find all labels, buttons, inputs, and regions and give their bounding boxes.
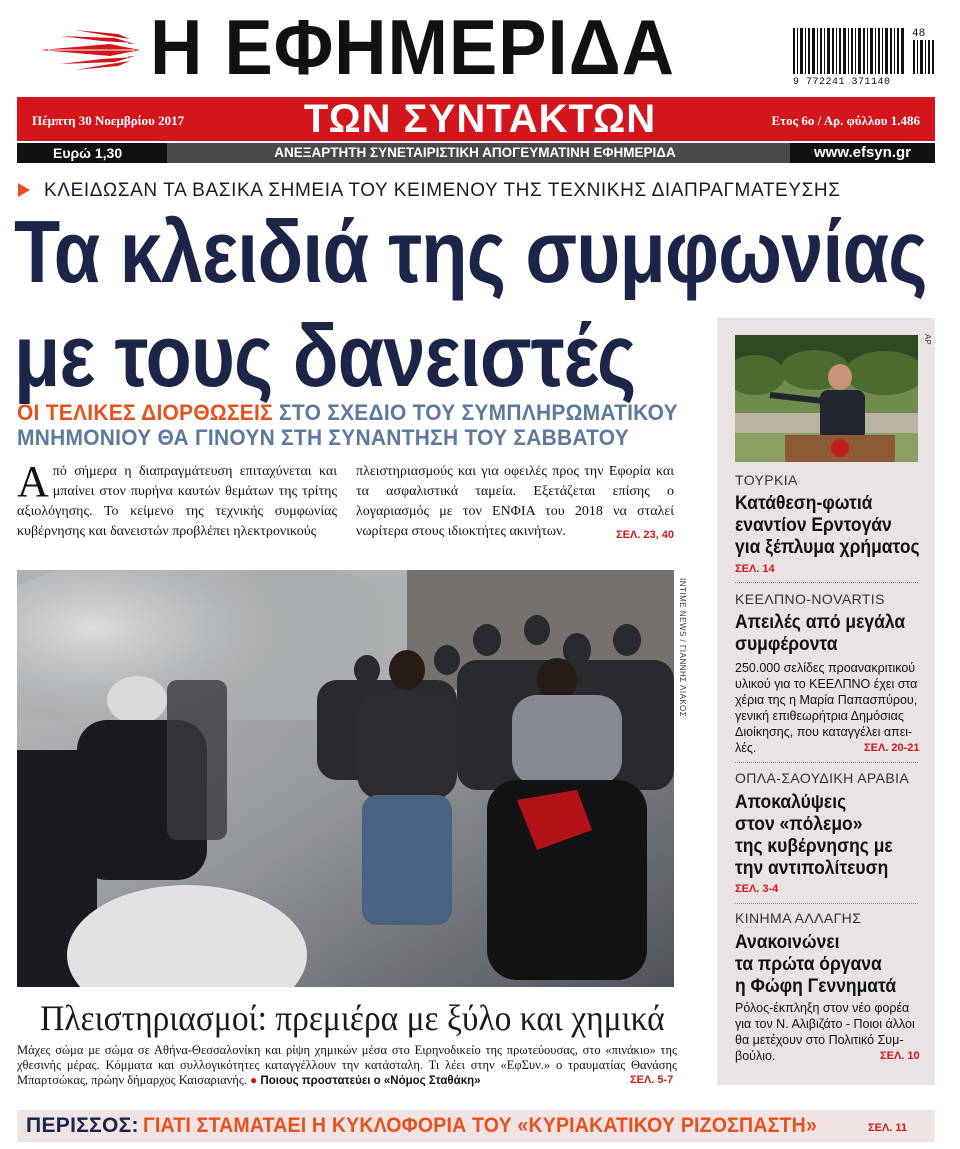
sidebar-divider xyxy=(735,582,918,583)
sidebar-photo-credit-text: AP xyxy=(923,334,932,345)
sidebar-headline-line: συμφέροντα xyxy=(735,634,838,655)
sidebar-body-line: Ρόλος-έκπληξη στον νέο φορέα xyxy=(735,1001,910,1015)
erdogan-photo-image xyxy=(735,335,918,462)
photo-credit xyxy=(675,578,687,718)
main-headline[interactable] xyxy=(14,200,927,408)
price: Ευρώ 1,30 xyxy=(17,143,167,163)
photo-page-ref[interactable]: ΣΕΛ. 5-7 xyxy=(630,1074,674,1086)
sidebar-headline-line: τα πρώτα όργανα xyxy=(735,954,882,975)
main-headline-line1: Τα κλειδιά της συμφωνίας xyxy=(14,202,927,301)
sidebar-body-line: 250.000 σελίδες προανακριτικού xyxy=(735,661,916,675)
deck-line2: ΜΝΗΜΟΝΙΟΥ ΘΑ ΓΙΝΟΥΝ ΣΤΗ ΣΥΝΑΝΤΗΣΗ ΤΟΥ ΣΑΒΒΑΤΟΥ xyxy=(17,425,629,450)
sidebar-headline-line: Κατάθεση-φωτιά xyxy=(735,493,873,514)
photo-credit-text: INTIME NEWS / ΓΙΑΝΝΗΣ ΛΙΑΚΟΣ xyxy=(678,578,687,718)
barcode-number: 9 772241 371140 xyxy=(793,77,891,88)
photo-headline[interactable]: Πλειστηριασμοί: πρεμιέρα με ξύλο και χημικά xyxy=(40,998,665,1038)
issue-number: Ετος 6ο / Αρ. φύλλου 1.486 xyxy=(771,113,920,128)
lede-page-ref[interactable]: ΣΕΛ. 23, 40 xyxy=(616,529,674,541)
bottom-promo-page-ref[interactable]: ΣΕΛ. 11 xyxy=(868,1122,908,1134)
sidebar-headline-line: εναντίον Ερντογάν xyxy=(735,515,892,536)
photo-caption-body: Μάχες σώμα με σώμα σε Αθήνα-Θεσσαλονίκη και ρίψη χημικών μέσα στο Ειρηνοδικείο της πρωτεύουσας, στο «πινάκιο» της χθεσινής μέρας. Κόμματα και συλλογικότητες καταγγέλλουν την κατάσταλη. Τι λέει στην «ΕφΣυν.» ο τραυματίας Θανάσης Μπαρτσώκας, πρώην δήμαρχος Καισαριανής. xyxy=(17,1043,677,1087)
sidebar-headline-line: Απειλές από μεγάλα xyxy=(735,612,906,633)
photo-related-link[interactable]: Ποιους προστατεύει ο «Νόμος Σταθάκη» xyxy=(260,1075,481,1087)
sidebar-page-ref[interactable]: ΣΕΛ. 20-21 xyxy=(864,742,920,754)
bottom-promo-label: ΠΕΡΙΣΣΟΣ: xyxy=(26,1114,139,1137)
bullet-icon: ● xyxy=(250,1073,258,1087)
bottom-promo-title[interactable]: ΓΙΑΤΙ ΣΤΑΜΑΤΑΕΙ Η ΚΥΚΛΟΦΟΡΙΑ ΤΟΥ «ΚΥΡΙΑΚΑΤΙΚΟΥ ΡΙΖΟΣΠΑΣΤΗ» xyxy=(143,1114,817,1137)
sidebar-page-ref[interactable]: ΣΕΛ. 14 xyxy=(735,563,775,575)
sidebar-headline-line: στον «πόλεμο» xyxy=(735,814,863,835)
kicker-arrow-icon xyxy=(18,183,30,197)
sidebar-body-line: υλικού για το ΚΕΕΛΠΝΟ έχει στα xyxy=(735,677,918,691)
paper-logo-icon xyxy=(40,30,140,72)
sidebar-kicker: ΚΕΕΛΠΝΟ-NOVARTIS xyxy=(735,591,885,607)
photo-caption xyxy=(17,1043,677,1089)
sidebar-divider xyxy=(735,903,918,904)
sidebar-page-ref[interactable]: ΣΕΛ. 3-4 xyxy=(735,883,779,895)
sidebar-body-line: για τον Ν. Αλιβιζάτο - Ποιοι άλλοι xyxy=(735,1017,915,1031)
masthead-title: Η ΕΦΗΜΕΡΙΔΑ xyxy=(150,3,675,91)
website-link[interactable]: www.efsyn.gr xyxy=(790,143,935,163)
sidebar-page-ref[interactable]: ΣΕΛ. 10 xyxy=(880,1050,920,1062)
sidebar-headline[interactable] xyxy=(735,792,919,880)
deck-rest: ΣΤΟ ΣΧΕΔΙΟ ΤΟΥ ΣΥΜΠΛΗΡΩΜΑΤΙΚΟΥ xyxy=(272,400,678,425)
riot-photo xyxy=(17,570,674,987)
sidebar-body-line: γενική επιθεωρήτρια Δημόσιας xyxy=(735,709,904,723)
barcode-issue-number: 48 xyxy=(912,28,926,40)
riot-photo-image xyxy=(17,570,674,987)
sidebar-body-line: βούλιο. xyxy=(735,1049,776,1063)
sidebar-kicker: ΟΠΛΑ-ΣΑΟΥΔΙΚΗ ΑΡΑΒΙΑ xyxy=(735,770,910,786)
sidebar-kicker: ΤΟΥΡΚΙΑ xyxy=(735,472,798,488)
tagline: ΑΝΕΞΑΡΤΗΤΗ ΣΥΝΕΤΑΙΡΙΣΤΙΚΗ ΑΠΟΓΕΥΜΑΤΙΝΗ ΕΦΗΜΕΡΙΔΑ xyxy=(274,145,676,160)
main-kicker: ΚΛΕΙΔΩΣΑΝ ΤΑ ΒΑΣΙΚΑ ΣΗΜΕΙΑ ΤΟΥ ΚΕΙΜΕΝΟΥ ΤΗΣ ΤΕΧΝΙΚΗΣ ΔΙΑΠΡΑΓΜΑΤΕΥΣΗΣ xyxy=(44,180,841,201)
deck-highlight: ΟΙ ΤΕΛΙΚΕΣ ΔΙΟΡΘΩΣΕΙΣ xyxy=(17,400,273,425)
sidebar-body-line: λές. xyxy=(735,741,757,755)
main-deck xyxy=(17,400,678,450)
drop-cap: Α xyxy=(17,457,49,506)
main-headline-line2: με τους δανειστές xyxy=(14,306,636,405)
issue-date: Πέμπτη 30 Νοεμβρίου 2017 xyxy=(32,113,185,128)
sidebar-body-line: θα μετέχουν στο Πολιτικό Συμ- xyxy=(735,1033,904,1047)
sidebar-headline-line: Ανακοινώνει xyxy=(735,932,840,953)
sidebar-headline[interactable] xyxy=(735,493,919,559)
lede-text-2: πλειστηριασμούς και για οφειλές προς την Εφορία και τα ασφαλιστικά ταμεία. Εξετάζεται επίσης ο λογαριασμός με τον ΕΝΦΙΑ του 2018 να σταλεί νωρίτερα στους ιδιοκτήτες ακινήτων. xyxy=(356,464,674,539)
lede-column-1 xyxy=(17,457,337,542)
sidebar-headline[interactable] xyxy=(735,932,919,998)
sidebar-headline-line: την αντιπολίτευση xyxy=(735,858,889,879)
sidebar-photo xyxy=(735,335,918,462)
sidebar-headline[interactable] xyxy=(735,612,919,656)
sidebar-headline-line: της κυβέρνησης με xyxy=(735,836,893,857)
lede-column-2 xyxy=(356,462,674,545)
sidebar-divider xyxy=(735,762,918,763)
sidebar-headline-line: η Φώφη Γεννηματά xyxy=(735,976,897,997)
lede-text-1: πό σήμερα η διαπραγμάτευση επιταχύνεται και μπαίνει στον πυρήνα καυτών θεμάτων της τρίτης αξιολόγησης. Το κείμενο της τεχνικής συμφωνίας κυβέρνησης και δανειστών προβλέπει ηλεκτρονικούς xyxy=(17,464,337,539)
masthead-subtitle: ΤΩΝ ΣΥΝΤΑΚΤΩΝ xyxy=(303,97,657,141)
sidebar-body-line: χέρια της η Μαρία Παπασπύρου, xyxy=(735,693,918,707)
sidebar-body-line: Διοίκησης, που καταγγέλει απει- xyxy=(735,725,913,739)
sidebar-headline-line: για ξέπλυμα χρήματος xyxy=(735,537,920,558)
sidebar-headline-line: Αποκαλύψεις xyxy=(735,792,847,813)
sidebar-kicker: ΚΙΝΗΜΑ ΑΛΛΑΓΗΣ xyxy=(735,910,862,926)
